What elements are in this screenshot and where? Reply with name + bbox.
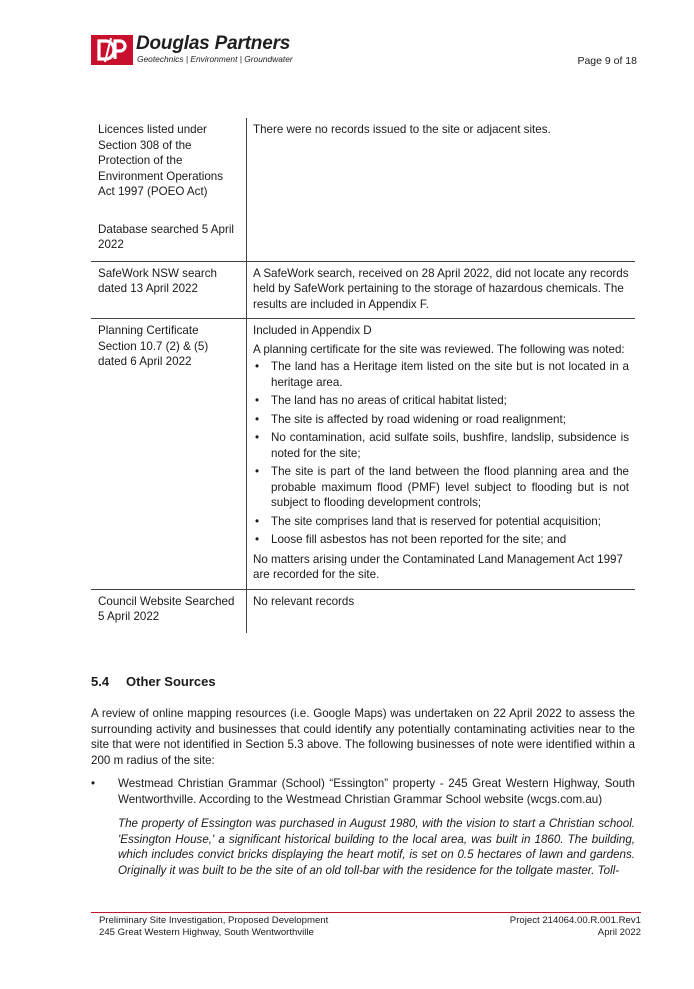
- row-label-extra: Database searched 5 April 2022: [98, 222, 234, 251]
- list-item: • Loose fill asbestos has not been reported for the site; and: [253, 532, 629, 548]
- row-content: A SafeWork search, received on 28 April 2022, did not locate any records held by SafeWork pertaining to the storage of hazardous chemicals. The results are included in Appendix F.: [253, 266, 629, 311]
- section-number: 5.4: [91, 674, 110, 689]
- table-label-cell: [91, 319, 247, 590]
- list-item: • The site is part of the land between the flood planning area and the probable maximum flood (PMF) level subject to flooding but is not subject to flooding development controls;: [253, 464, 629, 511]
- row-label: Licences listed under Section 308 of the Protection of the Environment Operations Act 1997 (POEO Act): [98, 123, 224, 198]
- bullet-icon: •: [91, 777, 96, 790]
- table-row: [91, 261, 635, 319]
- table-row: [91, 319, 635, 590]
- footer-right: [510, 915, 641, 939]
- list-item: • The site is affected by road widening or road realignment;: [253, 412, 629, 428]
- row-content: There were no records issued to the site or adjacent sites.: [253, 123, 551, 136]
- row-content: No relevant records: [253, 594, 355, 608]
- page-number: Page 9 of 18: [577, 55, 637, 67]
- row-label: Planning Certificate Section 10.7 (2) & (5) dated 6 April 2022: [98, 324, 209, 368]
- table-label-cell: [91, 118, 247, 261]
- list-item: • The land has a Heritage item listed on the site but is not located in a heritage area.: [253, 359, 629, 390]
- section-title: Other Sources: [126, 674, 216, 689]
- table-content-cell: [247, 589, 636, 633]
- table-row: [91, 118, 635, 261]
- list-item: • The site comprises land that is reserved for potential acquisition;: [253, 514, 629, 530]
- footer-site-address: 245 Great Western Highway, South Wentworthville: [99, 927, 314, 938]
- company-logo: [91, 35, 316, 65]
- row-intro: A planning certificate for the site was reviewed. The following was noted:: [253, 342, 625, 356]
- row-intro: Included in Appendix D: [253, 324, 372, 337]
- table-label-cell: [91, 261, 247, 319]
- list-item: • The land has no areas of critical habitat listed;: [253, 393, 629, 409]
- row-label: Council Website Searched 5 April 2022: [98, 594, 235, 623]
- footer-report-title: Preliminary Site Investigation, Proposed Development: [99, 915, 329, 926]
- table-content-cell: [247, 118, 636, 261]
- source-bullet-text: Westmead Christian Grammar (School) “Essington” property - 245 Great Western Highway, South Wentworthville. According to the Westmead Christian Grammar School website (wcgs.com.au): [118, 777, 635, 806]
- footer-divider: [91, 912, 641, 913]
- douglas-partners-logo-icon: [91, 35, 133, 65]
- row-label: SafeWork NSW search dated 13 April 2022: [98, 266, 217, 295]
- records-table: [91, 118, 635, 633]
- source-list-item: [91, 776, 635, 878]
- footer-left: [99, 915, 328, 939]
- footer-project-number: Project 214064.00.R.001.Rev1: [509, 915, 641, 926]
- table-row: [91, 589, 635, 633]
- table-label-cell: [91, 589, 247, 633]
- footer-date: April 2022: [597, 927, 641, 938]
- table-content-cell: [247, 319, 636, 590]
- row-closing: No matters arising under the Contaminated Land Management Act 1997 are recorded for the site.: [253, 552, 623, 581]
- section-paragraph: A review of online mapping resources (i.e. Google Maps) was undertaken on 22 April 2022 to assess the surrounding activity and businesses that could identify any potentially contaminating activities near to the site that were not identified in Section 5.3 above. The following businesses of note were identified within a 200 m radius of the site:: [91, 707, 635, 767]
- website-quote: The property of Essington was purchased in August 1980, with the vision to start a Christian school. 'Essington House,' a significant historical building to the local area, was built in 1860. The building, which includes convict bricks displaying the heart motif, is set on 0.5 hectares of lawn and gardens. Originally it was built to be the site of an old toll-bar with the residence for the tollgate master. Toll-: [118, 817, 635, 877]
- company-tagline: Geotechnics | Environment | Groundwater: [137, 54, 293, 64]
- planning-notes-list: [253, 359, 629, 548]
- company-name: Douglas Partners: [136, 33, 291, 54]
- list-item: • No contamination, acid sulfate soils, bushfire, landslip, subsidence is noted for the site;: [253, 430, 629, 461]
- section-heading: [91, 674, 216, 690]
- table-content-cell: [247, 261, 636, 319]
